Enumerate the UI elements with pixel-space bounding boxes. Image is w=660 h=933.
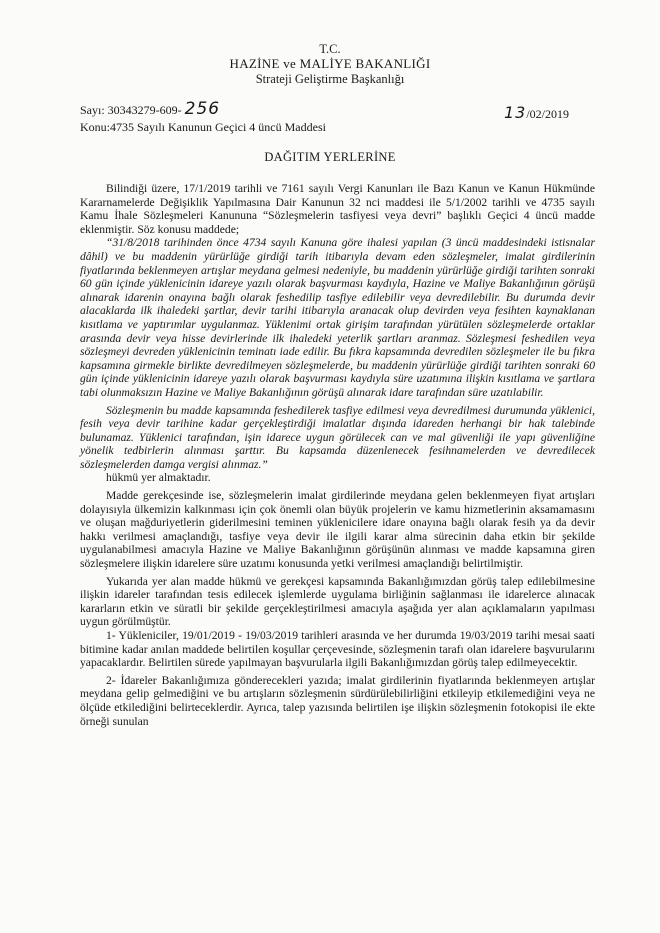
date-month-year: /02/2019 (526, 107, 569, 121)
sayi-label: Sayı: 30343279-609- (80, 103, 182, 117)
paragraph-item-2: 2- İdareler Bakanlığımıza gönderecekleri yazıda; imalat girdilerinin fiyatlarında beklenmeyen artışlar meydana gelip gelmediğini ve bu artışların sözleşmenin sürdürülebilirliğini etkileyip etkilemediğini veya ne ölçüde etkilediğini belirteceklerdir. Ayrıca, talep yazısında belirtilen işe ilişkin sözleşmenin fotokopisi ile ekte örneği sunulan (80, 673, 595, 728)
quoted-article-paragraph-2: Sözleşmenin bu madde kapsamında feshedilerek tasfiye edilmesi veya devredilmesi durumunda yüklenici, fesih veya devir tarihine kadar gerçekleştirdiği imalatlar dışında idareden herhangi bir hak talebinde bulunamaz. Yüklenici tarafından, işin idarece uygun görülecek can ve mal güvenliği ile yapı güvenliğine yönelik tedbirlerin alınması şarttır. Bu kapsamda düzenlenecek fesihnamelerden ve devredilecek sözleşmelerden damga vergisi alınmaz.” (80, 403, 595, 471)
paragraph-gerekce: Madde gerekçesinde ise, sözleşmelerin imalat girdilerinde meydana gelen beklenmeyen fiyat artışları dolayısıyla ülkemizin kalkınması için çok önemli olan büyük projelerin ve kamu hizmetlerinin aksamamasını ve oluşan mağduriyetlerin giderilmesini teminen yüklenicilere idare onayına bağlı olarak fesih ya da devir hakkı verilmesi amaçlandığı, tasfiye veya devir ile ilgili karar alma sürecinin daha etkin bir şekilde uygulanabilmesi amacıyla Hazine ve Maliye Bakanlığının görüşünün alınması ve madde kapsamına giren sözleşmelere ilişkin idarelere süre uzatımı konusunda yetki verilmesi amaçlandığı belirtilmiştir. (80, 489, 595, 571)
konu-line: Konu:4735 Sayılı Kanunun Geçici 4 üncü Maddesi (80, 120, 326, 134)
sayi-line (80, 99, 221, 119)
paragraph-item-1: 1- Yükleniciler, 19/01/2019 - 19/03/2019 tarihleri arasında ve her durumda 19/03/2019 tarihi mesai saati bitimine kadar anılan maddede belirtilen koşullar çerçevesinde, sözleşmenin tarafı olan idarelere başvurularını yapacaklardır. Belirtilen sürede yapılmayan başvurularla ilgili Bakanlığımızdan görüş talep edilmeyecektir. (80, 629, 595, 670)
header-ministry: HAZİNE ve MALİYE BAKANLIĞI (229, 56, 431, 71)
document-title: DAĞITIM YERLERİNE (264, 150, 396, 164)
date-handwritten-day: 13 (503, 103, 527, 122)
paragraph-hukmu: hükmü yer almaktadır. (106, 471, 211, 485)
quoted-article-paragraph-1: “31/8/2018 tarihinden önce 4734 sayılı Kanuna göre ihalesi yapılan (3 üncü maddesindeki istisnalar dâhil) ve bu maddenin yürürlüğe girdiği tarih itibarıyla devam eden sözleşmeler, imalat girdilerinin fiyatlarında beklenmeyen artışlar meydana gelmesi nedeniyle, bu maddenin yürürlüğe girdiği tarihten sonraki 60 gün içinde yüklenicinin idareye yazılı olarak başvurması kaydıyla, Hazine ve Maliye Bakanlığının görüşü alınarak idarenin onayına bağlı olarak feshedilip tasfiye edilebilir veya devredilebilir. Bu durumda devir alacaklarda ilk ihaledeki şartlar, devir tarihi itibarıyla aranacak olup devirden veya fesihten kaynaklanan kısıtlama ve yaptırımlar uygulanmaz. Yüklenimi ortak girişim tarafından yürütülen sözleşmelerde ortaklar arasında devir veya hisse devirlerinde ilk ihaledeki yeterlik şartları aranmaz. Sözleşmesi feshedilen veya sözleşmeyi devreden yüklenicinin teminatı iade edilir. Bu fıkra kapsamında devredilen sözleşmeler ile bu fıkra kapsamına girmekle birlikte devredilmeyen sözleşmelerde, bu maddenin yürürlüğe girdiği tarihten sonraki 60 gün içinde yüklenicinin idareye yazılı olarak başvurması kaydıyla süre uzatımına ilişkin kısıtlama ve şartlara tabi olunmaksızın Hazine ve Maliye Bakanlığının görüşü alınarak idare tarafından süre uzatılabilir. (80, 236, 595, 399)
header-tc: T.C. (319, 42, 341, 56)
document-date (504, 103, 569, 122)
header-department: Strateji Geliştirme Başkanlığı (255, 72, 405, 86)
paragraph-intro: Bilindiği üzere, 17/1/2019 tarihli ve 7161 sayılı Vergi Kanunları ile Bazı Kanun ve Kanun Hükmünde Kararnamelerde Değişiklik Yapılmasına Dair Kanunun 32 nci maddesi ile 5/1/2002 tarihli ve 4735 sayılı Kamu İhale Sözleşmeleri Kanununa “Sözleşmelerin tasfiyesi veya devri” başlıklı Geçici 4 üncü madde eklenmiştir. Söz konusu maddede; (80, 182, 595, 236)
document-body (80, 182, 595, 728)
sayi-handwritten-number: 256 (184, 99, 221, 119)
paragraph-aciklama: Yukarıda yer alan madde hükmü ve gerekçesi kapsamında Bakanlığımızdan görüş talep edilebilmesine ilişkin idareler tarafından tesis edilecek işlemlerde uygulama birliğinin sağlanması ile idarelerce alınacak kararların etkin ve süratli bir şekilde gerçekleştirilmesi amacıyla aşağıda yer alan açıklamaların yapılması uygun görülmüştür. (80, 574, 595, 629)
